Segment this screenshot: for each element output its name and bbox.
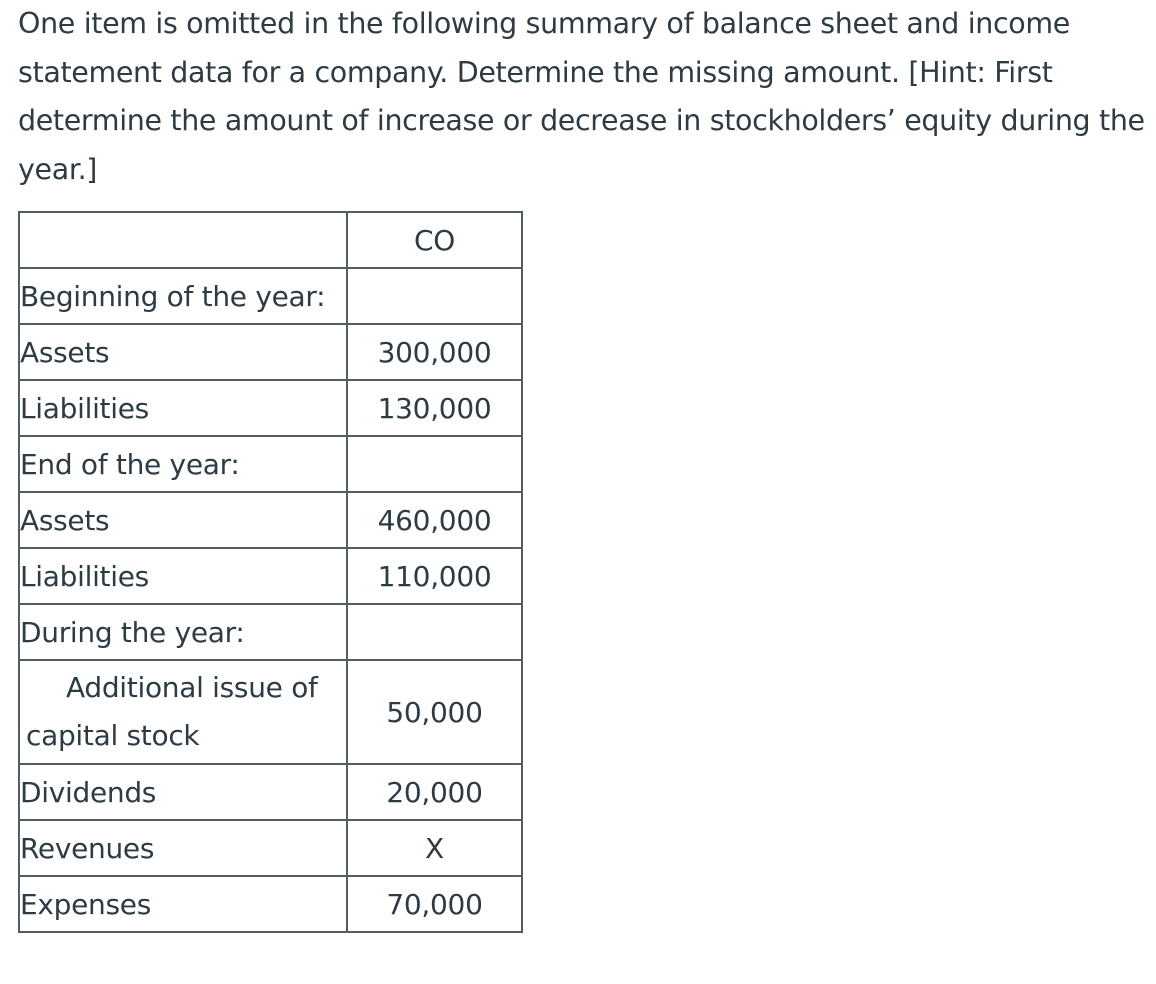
table-row <box>19 268 522 324</box>
value-expenses: 70,000 <box>347 876 522 932</box>
row-label-liabilities-beginning: Liabilities <box>19 380 347 436</box>
value-assets-end: 460,000 <box>347 492 522 548</box>
table-row <box>19 660 522 764</box>
table-row <box>19 324 522 380</box>
table-row <box>19 820 522 876</box>
section-label-beginning: Beginning of the year: <box>19 268 347 324</box>
table-row <box>19 380 522 436</box>
value-capital-stock: 50,000 <box>347 660 522 764</box>
summary-table <box>18 211 523 933</box>
table-row <box>19 876 522 932</box>
table-header-row <box>19 212 522 268</box>
value-liabilities-beginning: 130,000 <box>347 380 522 436</box>
section-label-end: End of the year: <box>19 436 347 492</box>
row-label-capital-stock-line1: Additional issue of <box>66 671 318 704</box>
value-assets-beginning: 300,000 <box>347 324 522 380</box>
question-text: One item is omitted in the following summary of balance sheet and income statement data for a company. Determine the missing amount. [Hint: First determine the amount of increase or decrease in stockholders’ equity during the year.] <box>18 7 1145 186</box>
table-row <box>19 436 522 492</box>
value-liabilities-end: 110,000 <box>347 548 522 604</box>
table-row <box>19 604 522 660</box>
table-row <box>19 492 522 548</box>
row-label-liabilities-end: Liabilities <box>19 548 347 604</box>
header-label-cell <box>19 212 347 268</box>
value-revenues: X <box>347 820 522 876</box>
value-dividends: 20,000 <box>347 764 522 820</box>
row-label-capital-stock <box>19 660 347 764</box>
value-cell <box>347 268 522 324</box>
value-cell <box>347 604 522 660</box>
row-label-assets-end: Assets <box>19 492 347 548</box>
row-label-assets-beginning: Assets <box>19 324 347 380</box>
value-cell <box>347 436 522 492</box>
table-row <box>19 764 522 820</box>
header-column-co: CO <box>347 212 522 268</box>
row-label-revenues: Revenues <box>19 820 347 876</box>
table-row <box>19 548 522 604</box>
section-label-during: During the year: <box>19 604 347 660</box>
row-label-dividends: Dividends <box>19 764 347 820</box>
row-label-capital-stock-line2: capital stock <box>26 719 200 752</box>
row-label-expenses: Expenses <box>19 876 347 932</box>
